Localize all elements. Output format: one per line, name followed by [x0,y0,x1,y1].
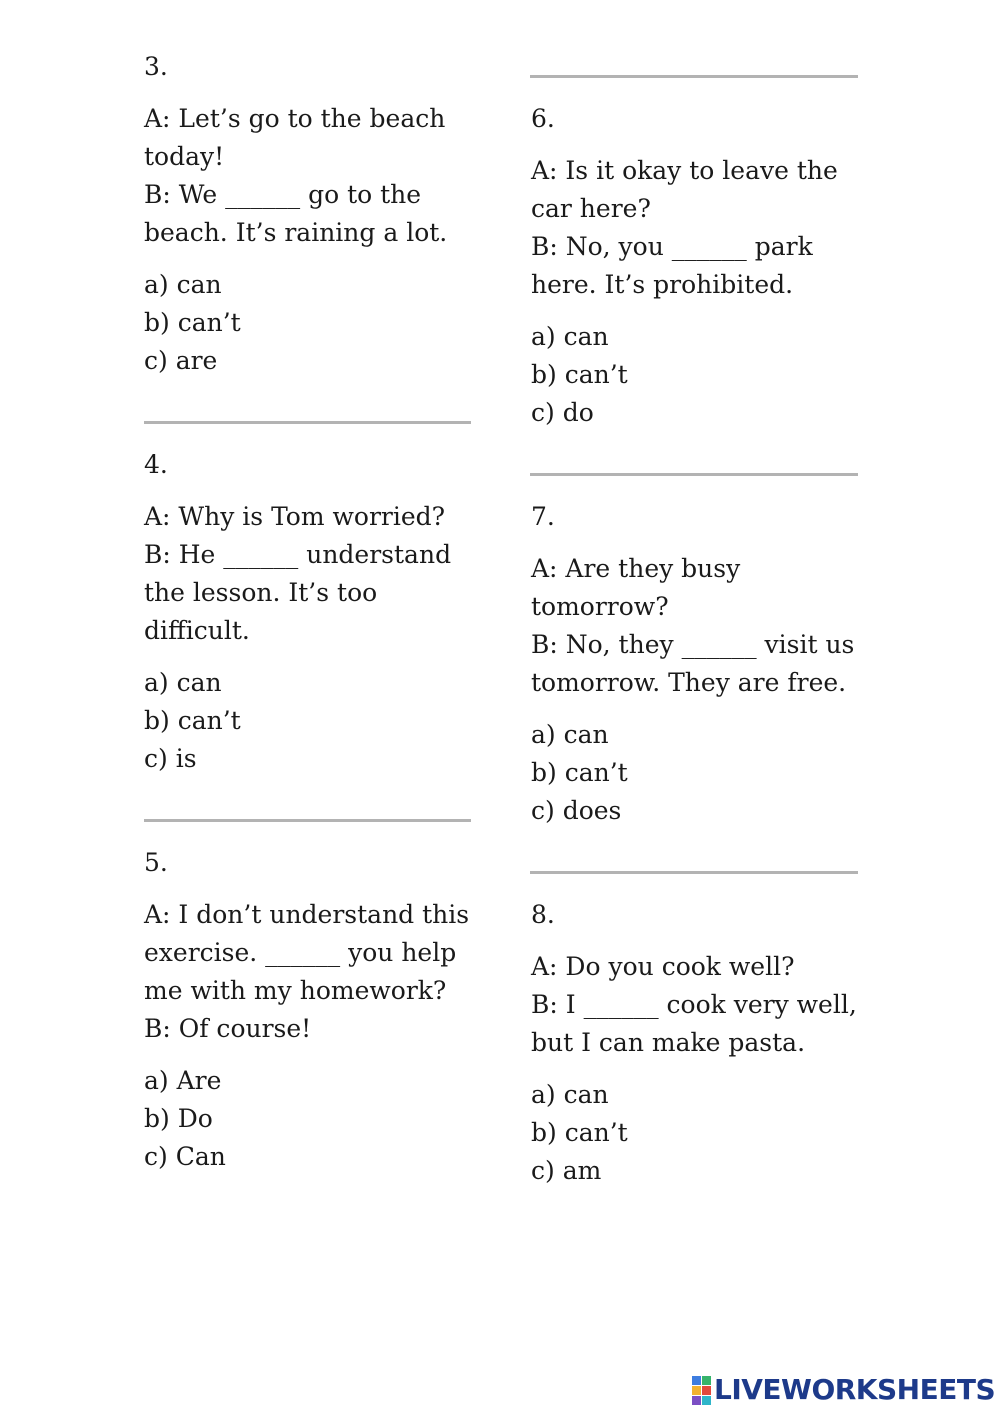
answer-options [144,266,479,380]
question-number: 5. [144,848,168,877]
divider [144,421,471,424]
question-number: 7. [531,502,555,531]
option-c[interactable]: c) are [144,346,218,375]
question-number: 4. [144,450,168,479]
question-number: 3. [144,52,168,81]
option-a[interactable]: a) can [144,668,222,697]
prompt-line: tomorrow? [531,592,669,621]
prompt-line: A: I don’t understand this [144,900,470,929]
prompt-line: A: Let’s go to the beach [144,104,446,133]
option-b[interactable]: b) Do [144,1104,213,1133]
question-prompt [531,948,866,1062]
answer-options [531,1076,866,1190]
option-a[interactable]: a) Are [144,1066,222,1095]
question-prompt [531,550,866,702]
prompt-line: A: Do you cook well? [531,952,795,981]
answer-options [531,318,866,432]
logo-blocks-icon [692,1376,711,1405]
question-3 [144,48,479,380]
question-number: 6. [531,104,555,133]
question-6 [531,100,866,432]
option-c[interactable]: c) does [531,796,622,825]
prompt-line: beach. It’s raining a lot. [144,218,448,247]
prompt-line: exercise. ______ you help [144,938,457,967]
prompt-line: B: No, you ______ park [531,232,813,261]
prompt-line: me with my homework? [144,976,447,1005]
question-8 [531,896,866,1190]
option-b[interactable]: b) can’t [531,1118,628,1147]
divider [144,819,471,822]
option-b[interactable]: b) can’t [144,308,241,337]
prompt-line: B: Of course! [144,1014,312,1043]
option-b[interactable]: b) can’t [144,706,241,735]
divider [530,473,858,476]
question-prompt [144,100,479,252]
question-prompt [144,498,479,650]
logo-text: LIVEWORKSHEETS [714,1373,996,1406]
option-c[interactable]: c) is [144,744,197,773]
option-c[interactable]: c) Can [144,1142,226,1171]
prompt-line: here. It’s prohibited. [531,270,794,299]
option-a[interactable]: a) can [531,720,609,749]
option-a[interactable]: a) can [144,270,222,299]
prompt-line: A: Are they busy [531,554,741,583]
prompt-line: B: I ______ cook very well, [531,990,857,1019]
answer-options [531,716,866,830]
option-c[interactable]: c) do [531,398,594,427]
prompt-line: B: We ______ go to the [144,180,422,209]
option-a[interactable]: a) can [531,322,609,351]
prompt-line: but I can make pasta. [531,1028,806,1057]
prompt-line: A: Why is Tom worried? [144,502,446,531]
prompt-line: difficult. [144,616,250,645]
prompt-line: car here? [531,194,651,223]
liveworksheets-logo [692,1374,995,1406]
prompt-line: tomorrow. They are free. [531,668,847,697]
prompt-line: B: No, they ______ visit us [531,630,855,659]
divider [530,871,858,874]
prompt-line: today! [144,142,225,171]
question-number: 8. [531,900,555,929]
question-prompt [144,896,479,1048]
option-b[interactable]: b) can’t [531,360,628,389]
question-5 [144,844,479,1176]
prompt-line: A: Is it okay to leave the [531,156,838,185]
prompt-line: B: He ______ understand [144,540,452,569]
divider [530,75,858,78]
answer-options [144,1062,479,1176]
option-a[interactable]: a) can [531,1080,609,1109]
question-7 [531,498,866,830]
answer-options [144,664,479,778]
question-prompt [531,152,866,304]
prompt-line: the lesson. It’s too [144,578,378,607]
question-4 [144,446,479,778]
option-c[interactable]: c) am [531,1156,602,1185]
option-b[interactable]: b) can’t [531,758,628,787]
